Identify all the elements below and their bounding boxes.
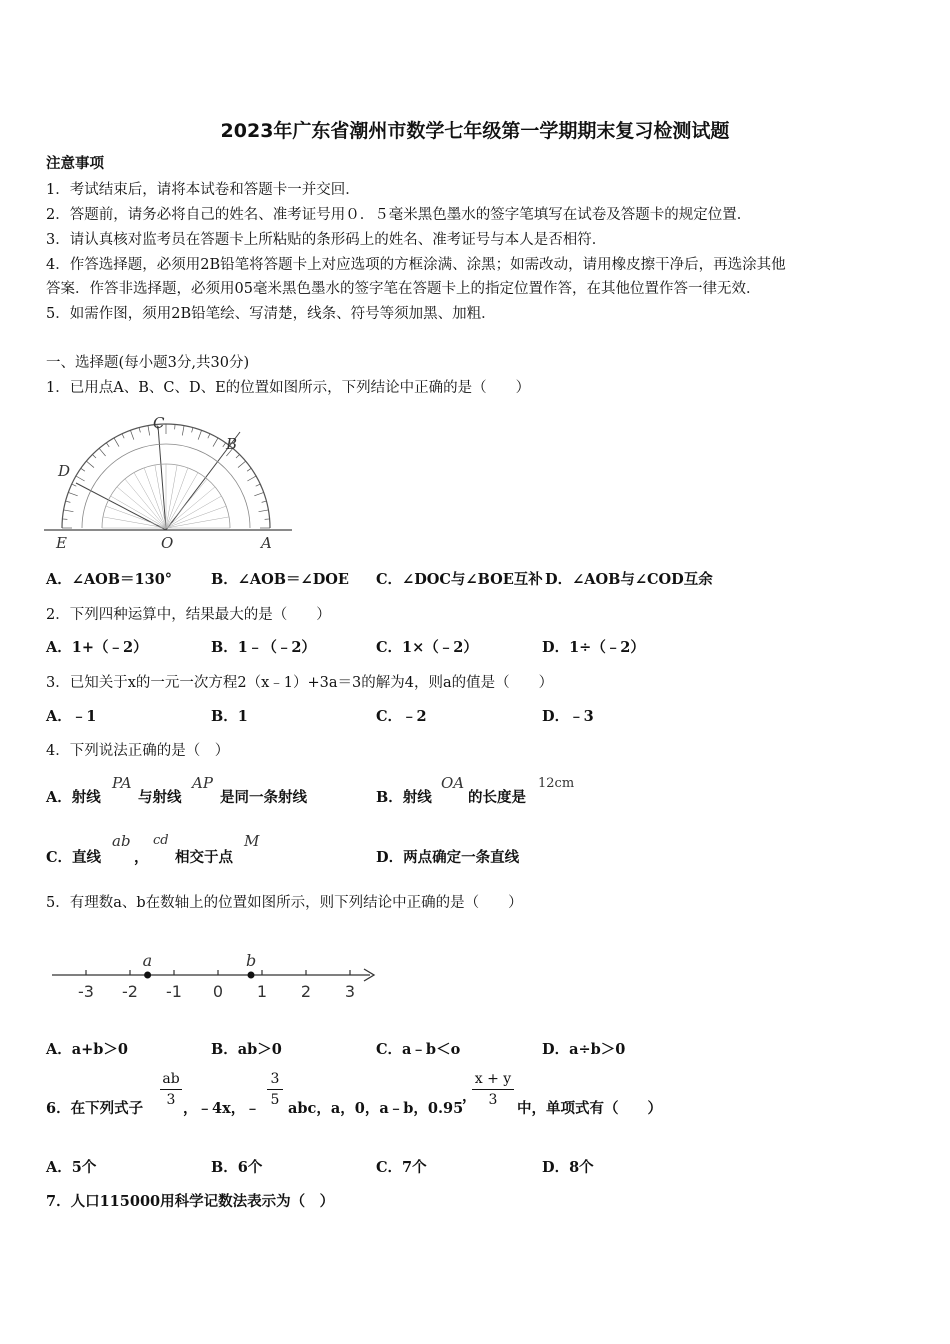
q4-option-b-pre: B．射线	[376, 789, 432, 806]
axis-tick-label: -2	[122, 982, 138, 1001]
notice-item: 答案．作答非选择题，必须用05毫米黑色墨水的签字笔在答题卡上的指定位置作答，在其他位置作答一律无效．	[46, 281, 761, 297]
point-a-label: A	[261, 534, 272, 552]
q3-option-b: B．1	[211, 708, 248, 725]
q1-stem: 1．已用点A、B、C、D、E的位置如图所示，下列结论中正确的是（ ）	[46, 380, 531, 396]
notice-item: 1．考试结束后，请将本试卷和答题卡一并交回．	[46, 182, 360, 198]
protractor-tick	[66, 501, 71, 502]
point-a	[144, 972, 151, 979]
q1-option-b: B．∠AOB＝∠DOE	[211, 571, 349, 588]
protractor-tick	[236, 454, 240, 458]
q6-mid2: abc，a，0，a﹣b，0.95	[288, 1100, 464, 1117]
protractor-figure	[40, 408, 300, 558]
q4-option-a-mid: 与射线	[138, 789, 182, 806]
point-b-label: B	[226, 435, 238, 453]
protractor-tick	[256, 484, 261, 486]
protractor-tick	[192, 428, 193, 433]
ray-oc	[158, 426, 166, 530]
fraction-denominator: 3	[488, 1092, 498, 1108]
axis-tick-label: 1	[256, 982, 268, 1001]
q3-option-d: D．﹣3	[542, 708, 594, 725]
point-o-label: O	[161, 534, 174, 552]
point-b	[248, 972, 255, 979]
q7-stem: 7．人口115000用科学记数法表示为（ ）	[46, 1193, 335, 1210]
protractor-tick	[92, 454, 96, 458]
q6-fraction-xy-3	[472, 1071, 514, 1108]
fraction-denominator: 5	[270, 1092, 280, 1108]
protractor-tick	[208, 434, 210, 439]
q6-mid1: ，﹣4x，﹣	[183, 1100, 260, 1117]
protractor-tick	[81, 468, 85, 471]
protractor-tick	[254, 492, 263, 495]
q6-comma: ，	[462, 1088, 477, 1105]
q5-option-c: C．a﹣b＜o	[376, 1041, 461, 1058]
q2-option-a: A．1+（﹣2）	[46, 639, 148, 656]
q4-option-c-comma: ，	[134, 849, 149, 866]
q4-option-d: D．两点确定一条直线	[376, 849, 520, 866]
q4-stem: 4．下列说法正确的是（ ）	[46, 743, 230, 759]
fraction-bar	[472, 1089, 514, 1090]
point-d-label: D	[58, 462, 71, 480]
protractor-tick	[68, 492, 77, 495]
q3-option-a: A．﹣1	[46, 708, 97, 725]
q6-post: 中，单项式有（ ）	[517, 1100, 662, 1117]
protractor-tick	[247, 468, 251, 471]
point-e-label: E	[56, 534, 67, 552]
protractor	[62, 424, 270, 528]
fraction-numerator: 3	[270, 1071, 280, 1087]
protractor-tick	[148, 426, 150, 436]
axis-tick-label: -1	[166, 982, 182, 1001]
protractor-tick	[106, 443, 109, 447]
q3-stem: 3．已知关于x的一元一次方程2（x﹣1）+3a＝3的解为4，则a的值是（ ）	[46, 675, 554, 691]
protractor-tick	[72, 484, 77, 486]
fraction-bar	[267, 1089, 283, 1090]
q4-option-a-pre: A．射线	[46, 789, 101, 806]
q1-option-a: A．∠AOB＝130°	[46, 571, 173, 588]
q5-option-a: A．a+b＞0	[46, 1041, 129, 1058]
point-b-label: b	[246, 951, 257, 970]
axis-tick-label: -3	[78, 982, 94, 1001]
notice-item: 2．答题前，请务必将自己的姓名、准考证号用０．５毫米黑色墨水的签字笔填写在试卷及答题卡的规定位置．	[46, 207, 752, 223]
q2-option-b: B．1﹣（﹣2）	[211, 639, 316, 656]
q6-option-d: D．8个	[542, 1159, 594, 1176]
number-line-figure	[46, 942, 386, 1004]
q4-math-ap: AP	[192, 774, 213, 792]
q6-option-b: B．6个	[211, 1159, 263, 1176]
q6-fraction-3-5	[267, 1071, 283, 1108]
protractor-tick	[259, 510, 269, 512]
protractor-tick	[238, 461, 246, 467]
protractor-tick	[198, 430, 201, 439]
protractor-tick	[99, 448, 105, 456]
q6-option-c: C．7个	[376, 1159, 427, 1176]
axis-tick-label: 0	[212, 982, 224, 1001]
protractor-tick	[182, 426, 184, 436]
fraction-denominator: 3	[166, 1092, 176, 1108]
q4-option-c-pre: C．直线	[46, 849, 102, 866]
protractor-tick	[213, 438, 218, 447]
q4-math-m: M	[244, 832, 260, 850]
q2-option-d: D．1÷（﹣2）	[542, 639, 645, 656]
q5-option-b: B．ab＞0	[211, 1041, 282, 1058]
q4-option-a-post: 是同一条射线	[220, 789, 307, 806]
axis-tick-label: 2	[300, 982, 312, 1001]
q1-option-c: C．∠DOC与∠BOE互补	[376, 571, 543, 588]
q4-option-c-mid: 相交于点	[175, 849, 233, 866]
section-heading: 一、选择题(每小题3分,共30分)	[46, 355, 250, 371]
q3-option-c: C．﹣2	[376, 708, 427, 725]
q5-option-d: D．a÷b＞0	[542, 1041, 626, 1058]
q6-fraction-ab-3	[160, 1071, 182, 1108]
protractor-tick	[64, 510, 74, 512]
q4-math-ab: ab	[112, 832, 131, 850]
q6-option-a: A．5个	[46, 1159, 97, 1176]
q4-math-oa: OA	[441, 774, 465, 792]
page-title: 2023年广东省潮州市数学七年级第一学期期末复习检测试题	[220, 120, 730, 142]
point-a-label: a	[142, 951, 153, 970]
axis-tick-label: 3	[344, 982, 356, 1001]
notice-heading: 注意事项	[46, 155, 104, 172]
notice-item: 3．请认真核对监考员在答题卡上所粘贴的条形码上的姓名、准考证号与本人是否相符．	[46, 232, 607, 248]
protractor-tick	[247, 476, 256, 481]
q4-math-pa: PA	[112, 774, 132, 792]
protractor-tick	[114, 438, 119, 447]
point-c-label: C	[153, 414, 165, 432]
protractor-tick	[130, 430, 133, 439]
protractor-tick	[139, 428, 140, 433]
q4-math-cd: cd	[153, 833, 169, 848]
protractor-tick	[262, 501, 267, 502]
protractor-tick	[86, 461, 94, 467]
protractor-tick	[76, 476, 85, 481]
q6-pre: 6．在下列式子	[46, 1100, 144, 1117]
q4-math-12cm: 12cm	[538, 776, 575, 791]
q2-option-c: C．1×（﹣2）	[376, 639, 478, 656]
q5-stem: 5．有理数a、b在数轴上的位置如图所示，则下列结论中正确的是（ ）	[46, 895, 523, 911]
q1-option-d: D．∠AOB与∠COD互余	[545, 571, 713, 588]
notice-item: 4．作答选择题，必须用2B铅笔将答题卡上对应选项的方框涂满、涂黑；如需改动，请用橡皮擦干净后，再选涂其他	[46, 257, 786, 273]
fraction-numerator: x + y	[474, 1071, 512, 1087]
protractor-tick	[122, 434, 124, 439]
fraction-numerator: ab	[162, 1071, 180, 1087]
fraction-bar	[160, 1089, 182, 1090]
q2-stem: 2．下列四种运算中，结果最大的是（ ）	[46, 607, 331, 623]
q4-option-b-mid: 的长度是	[468, 789, 526, 806]
notice-item: 5．如需作图，须用2B铅笔绘、写清楚，线条、符号等须加黑、加粗．	[46, 306, 496, 322]
